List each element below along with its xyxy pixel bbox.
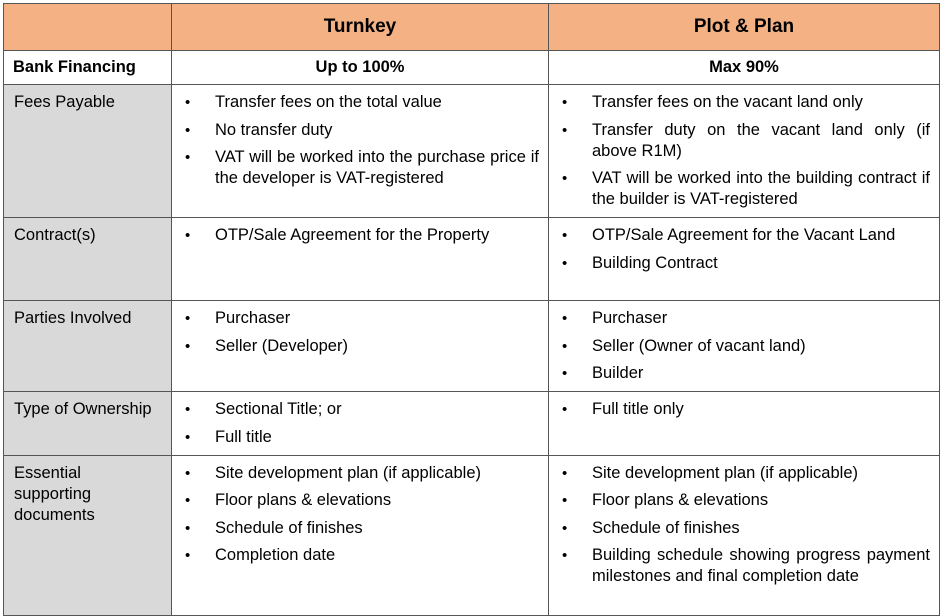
fees-payable-turnkey-cell xyxy=(172,85,549,218)
bullet-list xyxy=(550,86,938,216)
bank-financing-turnkey: Up to 100% xyxy=(172,51,549,85)
list-item: • Floor plans & elevations xyxy=(550,490,930,511)
row-type-of-ownership xyxy=(4,392,940,456)
bullet-list xyxy=(550,219,938,280)
list-item: • Site development plan (if applicable) xyxy=(550,463,930,484)
contracts-turnkey-cell xyxy=(172,218,549,301)
row-label-fees-payable: Fees Payable xyxy=(4,85,172,218)
list-item: • Transfer fees on the vacant land only xyxy=(550,92,930,113)
bank-financing-row xyxy=(4,51,940,85)
bullet-list xyxy=(550,393,938,426)
list-item: • Transfer fees on the total value xyxy=(173,92,539,113)
list-item: • Purchaser xyxy=(173,308,539,329)
bullet-list xyxy=(173,302,547,363)
list-item: • OTP/Sale Agreement for the Vacant Land xyxy=(550,225,930,246)
bullet-list xyxy=(173,219,547,252)
type-of-ownership-turnkey-cell xyxy=(172,392,549,456)
row-parties-involved xyxy=(4,301,940,392)
list-item: • Builder xyxy=(550,363,930,384)
row-label-type-of-ownership: Type of Ownership xyxy=(4,392,172,456)
row-fees-payable xyxy=(4,85,940,218)
list-item: • OTP/Sale Agreement for the Property xyxy=(173,225,539,246)
list-item: • VAT will be worked into the purchase price if the developer is VAT-registered xyxy=(173,147,539,189)
list-item: • Building Contract xyxy=(550,253,930,274)
bullet-list xyxy=(173,393,547,454)
list-item: • Schedule of finishes xyxy=(173,518,539,539)
list-item: • Schedule of finishes xyxy=(550,518,930,539)
bullet-list xyxy=(173,86,547,195)
bank-financing-plot-plan: Max 90% xyxy=(549,51,940,85)
list-item: • Full title xyxy=(173,427,539,448)
bullet-list xyxy=(173,457,547,573)
bullet-list xyxy=(550,457,938,594)
list-item: • Floor plans & elevations xyxy=(173,490,539,511)
essential-documents-plot-plan-cell xyxy=(549,455,940,615)
fees-payable-plot-plan-cell xyxy=(549,85,940,218)
type-of-ownership-plot-plan-cell xyxy=(549,392,940,456)
parties-involved-turnkey-cell xyxy=(172,301,549,392)
bullet-list xyxy=(550,302,938,390)
list-item: • Seller (Developer) xyxy=(173,336,539,357)
list-item: • Transfer duty on the vacant land only (if above R1M) xyxy=(550,120,930,162)
row-label-contracts: Contract(s) xyxy=(4,218,172,301)
row-label-parties-involved: Parties Involved xyxy=(4,301,172,392)
list-item: • Full title only xyxy=(550,399,930,420)
column-header-turnkey: Turnkey xyxy=(172,4,549,51)
essential-documents-turnkey-cell xyxy=(172,455,549,615)
row-label-essential-documents: Essential supporting documents xyxy=(4,455,172,615)
list-item: • No transfer duty xyxy=(173,120,539,141)
list-item: • Seller (Owner of vacant land) xyxy=(550,336,930,357)
contracts-plot-plan-cell xyxy=(549,218,940,301)
list-item: • Purchaser xyxy=(550,308,930,329)
comparison-table xyxy=(3,3,940,616)
row-essential-documents xyxy=(4,455,940,615)
bank-financing-label: Bank Financing xyxy=(4,51,172,85)
list-item: • Completion date xyxy=(173,545,539,566)
row-contracts xyxy=(4,218,940,301)
header-corner-cell xyxy=(4,4,172,51)
parties-involved-plot-plan-cell xyxy=(549,301,940,392)
list-item: • Sectional Title; or xyxy=(173,399,539,420)
list-item: • VAT will be worked into the building contract if the builder is VAT-registered xyxy=(550,168,930,210)
list-item: • Building schedule showing progress payment milestones and final completion date xyxy=(550,545,930,587)
list-item: • Site development plan (if applicable) xyxy=(173,463,539,484)
header-row xyxy=(4,4,940,51)
column-header-plot-plan: Plot & Plan xyxy=(549,4,940,51)
